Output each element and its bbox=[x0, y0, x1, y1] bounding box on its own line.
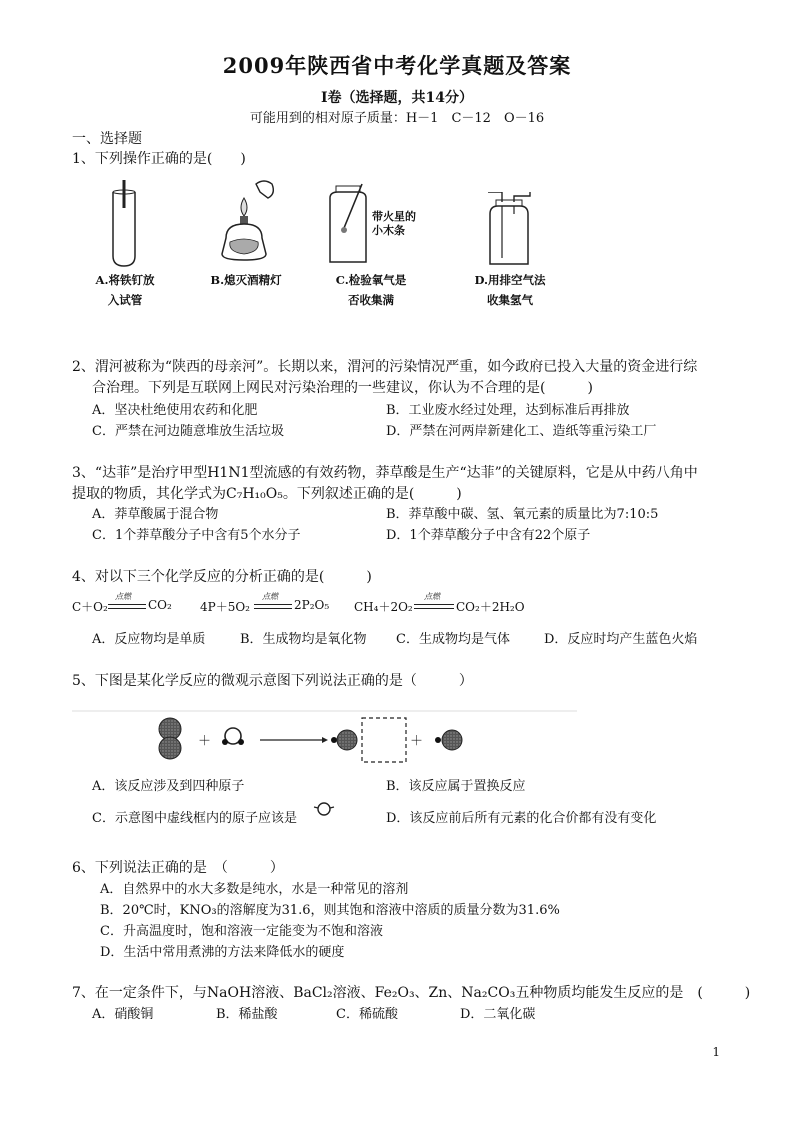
atomic-masses: 可能用到的相对原子质量：H－1 C－12 O－16 bbox=[249, 111, 545, 126]
alcohol-lamp-figure bbox=[212, 176, 282, 266]
fig-c-caption bbox=[326, 270, 416, 310]
fig-d-caption bbox=[460, 270, 560, 310]
fig-a-caption-line1: A.将铁钉放 bbox=[95, 273, 155, 287]
q2-option-a: A．坚决杜绝使用农药和化肥 bbox=[92, 403, 258, 418]
q2-option-d: D．严禁在河两岸新建化工、造纸等重污染工厂 bbox=[386, 424, 657, 439]
eq1-right: CO₂ bbox=[148, 598, 172, 612]
page-number: 1 bbox=[712, 1045, 720, 1059]
q2-option-c: C．严禁在河边随意堆放生活垃圾 bbox=[92, 424, 284, 439]
section-subtitle: I卷（选择题，共14分） bbox=[320, 90, 474, 106]
eq2-left: 4P＋5O₂ bbox=[200, 600, 250, 614]
plus-sign-2: ＋ bbox=[410, 734, 424, 749]
q3-option-c: C．1个莽草酸分子中含有5个水分子 bbox=[92, 528, 301, 543]
splint-note-line1: 带火星的 bbox=[372, 210, 416, 223]
eq3-right: CO₂＋2H₂O bbox=[456, 600, 525, 614]
q6-option-b: B．20℃时，KNO₃的溶解度为31.6，则其饱和溶液中溶质的质量分数为31.6% bbox=[100, 903, 560, 918]
eq3-condition: 点燃 bbox=[424, 592, 440, 601]
q7-stem: 7、在一定条件下，与NaOH溶液、BaCl₂溶液、Fe₂O₃、Zn、Na₂CO₃五种物质均能发生反应的是 ( ) bbox=[72, 985, 751, 1001]
q6-stem: 6、下列说法正确的是 （ ） bbox=[72, 860, 284, 876]
section-heading: 一、选择题 bbox=[72, 131, 142, 147]
eq1-equals-sign bbox=[108, 604, 146, 609]
q3-option-b: B．莽草酸中碳、氢、氧元素的质量比为7:10:5 bbox=[386, 507, 659, 522]
q4-option-a: A．反应物均是单质 bbox=[92, 632, 206, 647]
q4-option-b: B．生成物均是氧化物 bbox=[240, 632, 367, 647]
q4-option-c: C．生成物均是气体 bbox=[396, 632, 510, 647]
q4-stem: 4、对以下三个化学反应的分析正确的是( ) bbox=[72, 569, 372, 585]
splint-note bbox=[372, 210, 416, 238]
q1-stem: 1、下列操作正确的是( ) bbox=[72, 151, 246, 167]
q5-option-c: C．示意图中虚线框内的原子应该是 bbox=[92, 811, 297, 826]
reaction-diagram bbox=[72, 708, 582, 768]
q4-option-d: D．反应时均产生蓝色火焰 bbox=[544, 632, 698, 647]
eq3-left: CH₄＋2O₂ bbox=[354, 600, 413, 614]
fig-c-caption-line2: 否收集满 bbox=[348, 293, 394, 307]
q2-option-b: B．工业废水经过处理，达到标准后再排放 bbox=[386, 403, 630, 418]
q5-option-d: D．该反应前后所有元素的化合价都有没有变化 bbox=[386, 811, 657, 826]
plus-sign-1: ＋ bbox=[198, 734, 212, 749]
fig-d-caption-line2: 收集氢气 bbox=[487, 293, 533, 307]
q6-option-c: C．升高温度时，饱和溶液一定能变为不饱和溶液 bbox=[100, 924, 383, 939]
q3-option-a: A．莽草酸属于混合物 bbox=[92, 507, 219, 522]
fig-c-caption-line1: C.检验氧气是 bbox=[335, 273, 407, 287]
fig-d-caption-line1: D.用排空气法 bbox=[474, 273, 546, 287]
q3-option-d: D．1个莽草酸分子中含有22个原子 bbox=[386, 528, 591, 543]
q7-option-d: D．二氧化碳 bbox=[460, 1007, 536, 1022]
test-tube-figure bbox=[100, 178, 150, 268]
eq3-equals-sign bbox=[414, 604, 454, 609]
q6-option-a: A．自然界中的水大多数是纯水，水是一种常见的溶剂 bbox=[100, 882, 409, 897]
q2-stem-line1: 2、渭河被称为“陕西的母亲河”。长期以来，渭河的污染情况严重，如今政府已投入大量的资金进行综 bbox=[72, 359, 698, 375]
q7-option-c: C．稀硫酸 bbox=[336, 1007, 398, 1022]
q3-stem-line1: 3、“达菲”是治疗甲型H1N1型流感的有效药物，莽草酸是生产“达菲”的关键原料，它是从中药八角中 bbox=[72, 465, 698, 481]
q5-stem: 5、下图是某化学反应的微观示意图下列说法正确的是（ ） bbox=[72, 673, 473, 689]
page-title: 2009年陕西省中考化学真题及答案 bbox=[222, 53, 572, 78]
q3-stem-line2: 提取的物质，其化学式为C₇H₁₀O₅。下列叙述正确的是( ) bbox=[72, 486, 462, 502]
gas-bottle-figure bbox=[482, 192, 538, 270]
fig-b-caption-line1: B.熄灭酒精灯 bbox=[210, 273, 282, 287]
eq2-equals-sign bbox=[254, 604, 292, 609]
eq1-condition: 点燃 bbox=[115, 592, 131, 601]
eq2-right: 2P₂O₅ bbox=[294, 598, 330, 612]
q7-option-a: A．硝酸铜 bbox=[92, 1007, 154, 1022]
q5-option-a: A．该反应涉及到四种原子 bbox=[92, 779, 245, 794]
q7-option-b: B．稀盐酸 bbox=[216, 1007, 278, 1022]
eq2-condition: 点燃 bbox=[262, 592, 278, 601]
q2-stem-line2: 合治理。下列是互联网上网民对污染治理的一些建议，你认为不合理的是( ) bbox=[92, 380, 593, 396]
atom-symbol-icon bbox=[312, 800, 336, 820]
splint-note-line2: 小木条 bbox=[372, 224, 405, 237]
fig-a-caption bbox=[80, 270, 170, 310]
q6-option-d: D．生活中常用煮沸的方法来降低水的硬度 bbox=[100, 945, 345, 960]
fig-b-caption bbox=[196, 270, 296, 290]
fig-a-caption-line2: 入试管 bbox=[107, 293, 143, 307]
q5-option-b: B．该反应属于置换反应 bbox=[386, 779, 526, 794]
eq1-left: C＋O₂ bbox=[72, 600, 108, 614]
